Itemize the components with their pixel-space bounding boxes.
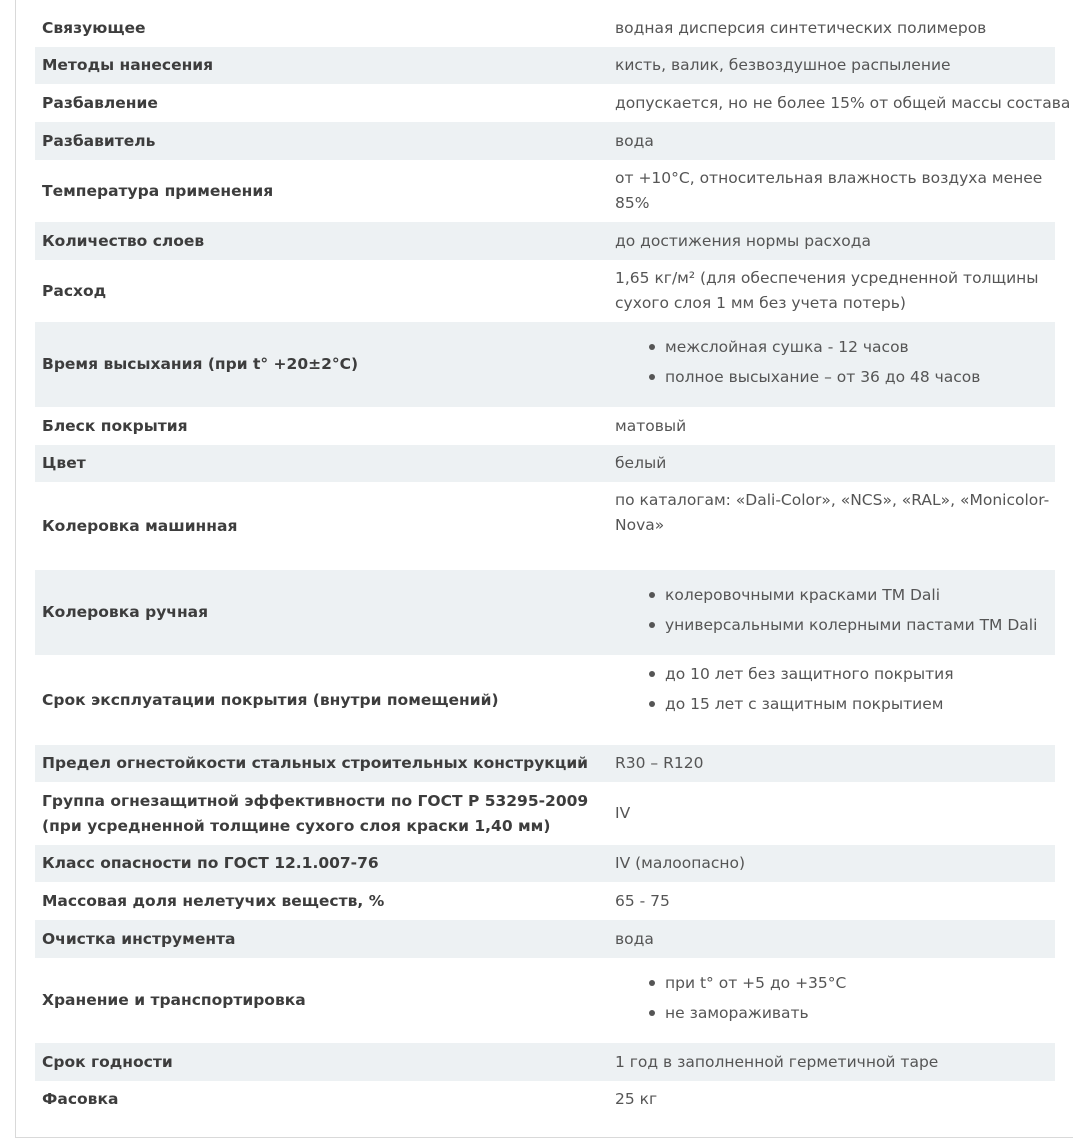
spec-value: 1 год в заполненной герметичной таре — [615, 1052, 939, 1071]
spec-value — [607, 655, 1055, 745]
spec-row-service-life — [35, 655, 1055, 745]
spec-label: Массовая доля нелетучих веществ, % — [42, 891, 385, 910]
spec-row-fire-protection-group — [35, 782, 1055, 845]
spec-label: Цвет — [42, 454, 86, 472]
spec-label: Фасовка — [42, 1090, 119, 1108]
spec-value: R30 – R120 — [615, 754, 704, 772]
spec-value-list — [615, 580, 1051, 640]
spec-label: Методы нанесения — [42, 56, 214, 74]
spec-row-tool-cleaning — [35, 920, 1055, 958]
spec-row-storage — [35, 958, 1055, 1043]
list-item: при t° от +5 до +35°С — [665, 968, 1051, 998]
list-item: межслойная сушка - 12 часов — [665, 332, 1051, 362]
spec-label: Колеровка машинная — [42, 516, 238, 535]
spec-value: IV (малоопасно) — [615, 854, 746, 872]
spec-row-fire-resistance — [35, 745, 1055, 782]
spec-label: Колеровка ручная — [42, 603, 209, 621]
list-item: до 15 лет с защитным покрытием — [665, 689, 1051, 719]
spec-label: Время высыхания (при t° +20±2°С) — [42, 355, 359, 373]
spec-row-gloss — [35, 407, 1055, 445]
spec-label: Хранение и транспортировка — [42, 991, 306, 1009]
spec-row-dilution — [35, 84, 1055, 122]
spec-label: Срок годности — [42, 1052, 173, 1071]
spec-value: водная дисперсия синтетических полимеров — [615, 18, 987, 37]
list-item: универсальными колерными пастами ТМ Dali — [665, 610, 1051, 640]
spec-label: Расход — [42, 281, 107, 300]
specs-table — [35, 9, 1071, 1118]
spec-value — [607, 322, 1055, 407]
spec-row-application-methods — [35, 47, 1055, 84]
spec-value: матовый — [615, 416, 687, 435]
spec-value: до достижения нормы расхода — [615, 231, 871, 250]
spec-label: Класс опасности по ГОСТ 12.1.007-76 — [42, 854, 379, 872]
spec-row-drying-time — [35, 322, 1055, 407]
specs-table-body — [35, 9, 1071, 1118]
spec-value: вода — [615, 929, 654, 948]
list-item: полное высыхание – от 36 до 48 часов — [665, 362, 1051, 392]
list-item: колеровочными красками ТМ Dali — [665, 580, 1051, 610]
spec-label: Очистка инструмента — [42, 929, 236, 948]
spec-label: Блеск покрытия — [42, 416, 188, 435]
spec-value: по каталогам: «Dali-Color», «NCS», «RAL», «Monicolor-Nova» — [615, 491, 1050, 534]
spec-row-consumption — [35, 260, 1055, 322]
spec-label: Связующее — [42, 18, 146, 37]
spec-row-machine-tinting — [35, 482, 1055, 570]
spec-value-list — [615, 332, 1051, 392]
spec-label: Количество слоев — [42, 231, 205, 250]
spec-value-list — [615, 659, 1051, 719]
spec-value: 1,65 кг/м² (для обеспечения усредненной толщины сухого слоя 1 мм без учета потерь) — [615, 269, 1039, 312]
spec-row-hazard-class — [35, 845, 1055, 882]
spec-label: Группа огнезащитной эффективности по ГОСТ Р 53295-2009 (при усредненной толщине сухого слоя краски 1,40 мм) — [42, 791, 589, 835]
spec-row-shelf-life — [35, 1043, 1055, 1081]
spec-label: Срок эксплуатации покрытия (внутри помещений) — [42, 690, 499, 709]
spec-row-non-volatile-content — [35, 882, 1055, 920]
spec-label: Разбавитель — [42, 131, 156, 150]
spec-row-color — [35, 445, 1055, 482]
spec-row-application-temperature — [35, 160, 1055, 222]
spec-value: 65 - 75 — [615, 891, 670, 910]
spec-row-packaging — [35, 1081, 1055, 1118]
spec-value — [607, 570, 1055, 655]
spec-row-binder — [35, 9, 1055, 47]
list-item: до 10 лет без защитного покрытия — [665, 659, 1051, 689]
spec-value: белый — [615, 454, 667, 472]
spec-value-list — [615, 968, 1051, 1028]
spec-row-manual-tinting — [35, 570, 1055, 655]
list-item: не замораживать — [665, 998, 1051, 1028]
spec-value — [607, 958, 1055, 1043]
spec-label: Температура применения — [42, 181, 274, 200]
spec-row-layers — [35, 222, 1055, 260]
spec-label: Разбавление — [42, 93, 158, 112]
spec-row-thinner — [35, 122, 1055, 160]
spec-label: Предел огнестойкости стальных строительных конструкций — [42, 754, 589, 772]
spec-value: допускается, но не более 15% от общей массы состава — [615, 93, 1071, 112]
spec-value: IV — [615, 804, 631, 822]
spec-value: 25 кг — [615, 1090, 658, 1108]
spec-value: от +10°C, относительная влажность воздуха менее 85% — [615, 169, 1043, 212]
spec-value: кисть, валик, безвоздушное распыление — [615, 56, 951, 74]
spec-value: вода — [615, 131, 654, 150]
